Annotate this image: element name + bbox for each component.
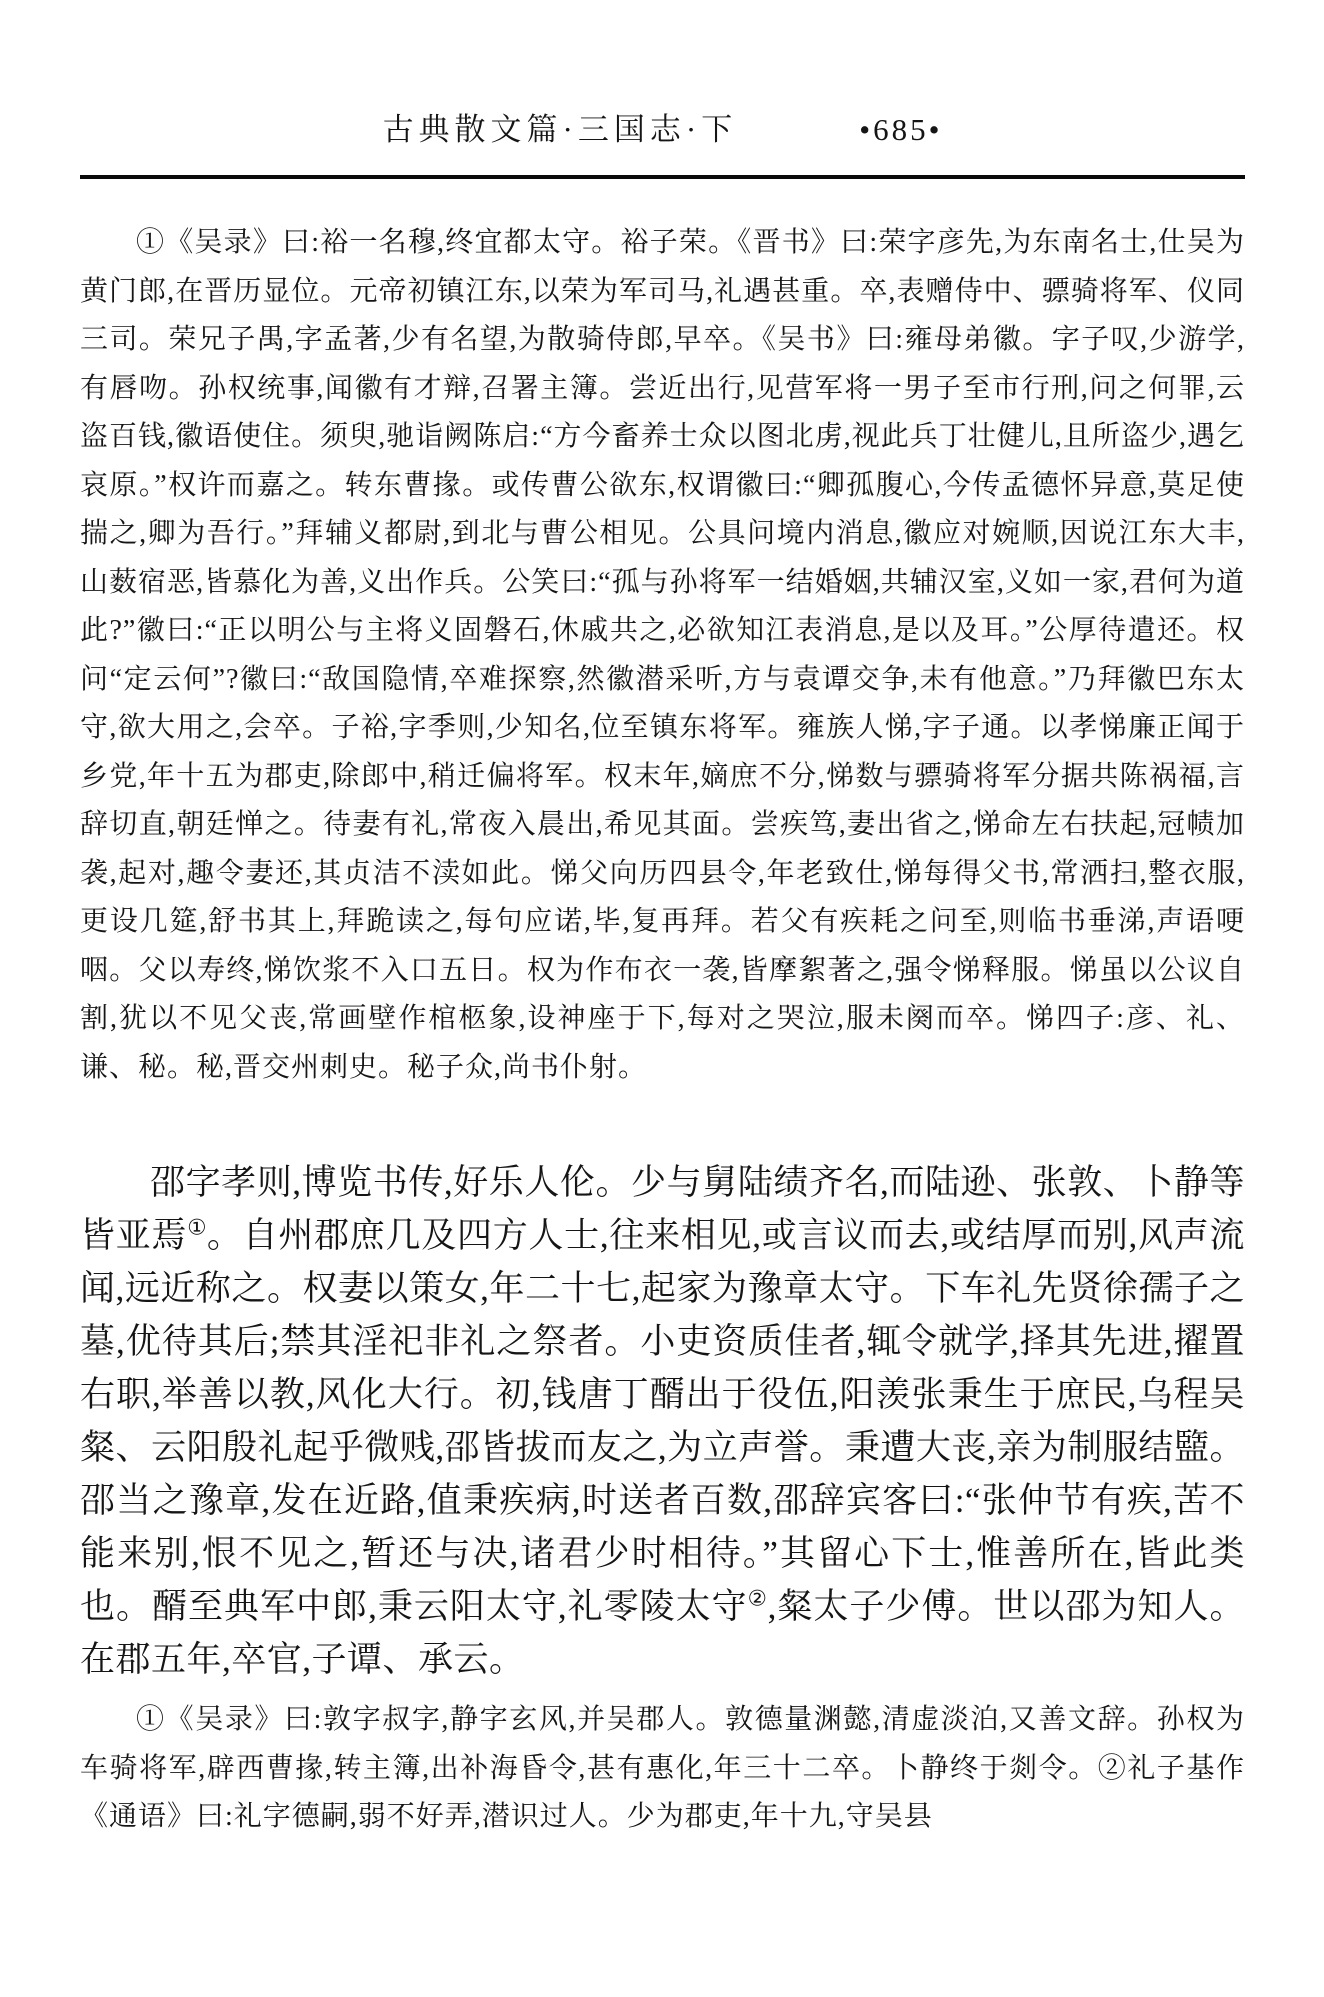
footnote-block-top: ①《吴录》曰:裕一名穆,终宜都太守。裕子荣。《晋书》曰:荣字彦先,为东南名士,仕吴为黄门郎,在晋历显位。元帝初镇江东,以荣为军司马,礼遇甚重。卒,表赠侍中、骠骑将军、仪同三司。荣兄子禺,字孟著,少有名望,为散骑侍郎,早卒。《吴书》曰:雍母弟徽。字子叹,少游学,有唇吻。孙权统事,闻徽有才辩,召署主簿。尝近出行,见营军将一男子至市行刑,问之何罪,云盗百钱,徽语使住。须臾,驰诣阙陈启:“方今畜养士众以图北虏,视此兵丁壮健儿,且所盗少,遇乞哀原。”权许而嘉之。转东曹掾。或传曹公欲东,权谓徽曰:“卿孤腹心,今传孟德怀异意,莫足使揣之,卿为吾行。”拜辅义都尉,到北与曹公相见。公具问境内消息,徽应对婉顺,因说江东大丰,山薮宿恶,皆慕化为善,义出作兵。公笑曰:“孤与孙将军一结婚姻,共辅汉室,义如一家,君何为道此?”徽曰:“正以明公与主将义固磐石,休戚共之,必欲知江表消息,是以及耳。”公厚待遣还。权问“定云何”?徽曰:“敌国隐情,卒难探察,然徽潜采听,方与袁谭交争,未有他意。”乃拜徽巴东太守,欲大用之,会卒。子裕,字季则,少知名,位至镇东将军。雍族人悌,字子通。以孝悌廉正闻于乡党,年十五为郡吏,除郎中,稍迁偏将军。权末年,嫡庶不分,悌数与骠骑将军分据共陈祸福,言辞切直,朝廷惮之。待妻有礼,常夜入晨出,希见其面。尝疾笃,妻出省之,悌命左右扶起,冠帻加袭,起对,趣令妻还,其贞洁不渎如此。悌父向历四县令,年老致仕,悌每得父书,常洒扫,整衣服,更设几筵,舒书其上,拜跪读之,每句应诺,毕,复再拜。若父有疾耗之问至,则临书垂涕,声语哽咽。父以寿终,悌饮浆不入口五日。权为作布衣一袭,皆摩絮著之,强令悌释服。悌虽以公议自割,犹以不见父丧,常画壁作棺柩象,设神座于下,每对之哭泣,服未阕而卒。悌四子:彦、礼、谦、秘。秘,晋交州刺史。秘子众,尚书仆射。 bbox=[80, 227, 1245, 1083]
header-rule bbox=[80, 175, 1245, 179]
main-paragraph: 邵字孝则,博览书传,好乐人伦。少与舅陆绩齐名,而陆逊、张敦、卜静等皆亚焉①。自州郡庶几及四方人士,往来相见,或言议而去,或结厚而别,风声流闻,远近称之。权妻以策女,年二十七,起家为豫章太守。下车礼先贤徐孺子之墓,优待其后;禁其淫祀非礼之祭者。小吏资质佳者,辄令就学,择其先进,擢置右职,举善以教,风化大行。初,钱唐丁醑出于役伍,阳羡张秉生于庶民,乌程吴粲、云阳殷礼起乎微贱,邵皆拔而友之,为立声誉。秉遭大丧,亲为制服结盬。邵当之豫章,发在近路,值秉疾病,时送者百数,邵辞宾客曰:“张仲节有疾,苦不能来别,恨不见之,暂还与决,诸君少时相待。”其留心下士,惟善所在,皆此类也。醑至典军中郎,秉云阳太守,礼零陵太守②,粲太子少傅。世以邵为知人。在郡五年,卒官,子谭、承云。 bbox=[80, 1163, 1245, 1679]
footnote-marker: ① bbox=[187, 1215, 207, 1240]
page-header-title: 古典散文篇·三国志·下 bbox=[382, 112, 738, 147]
running-header bbox=[80, 0, 1245, 149]
footnote-block-bottom: ①《吴录》曰:敦字叔字,静字玄风,并吴郡人。敦德量渊懿,清虚淡泊,又善文辞。孙权为车骑将军,辟西曹掾,转主簿,出补海昏令,甚有惠化,年三十二卒。卜静终于剡令。②礼子基作《通语》曰:礼字德嗣,弱不好弄,潜识过人。少为郡吏,年十九,守吴县 bbox=[80, 1704, 1245, 1832]
page-number: •685• bbox=[859, 112, 943, 147]
footnote-marker: ② bbox=[747, 1586, 768, 1611]
